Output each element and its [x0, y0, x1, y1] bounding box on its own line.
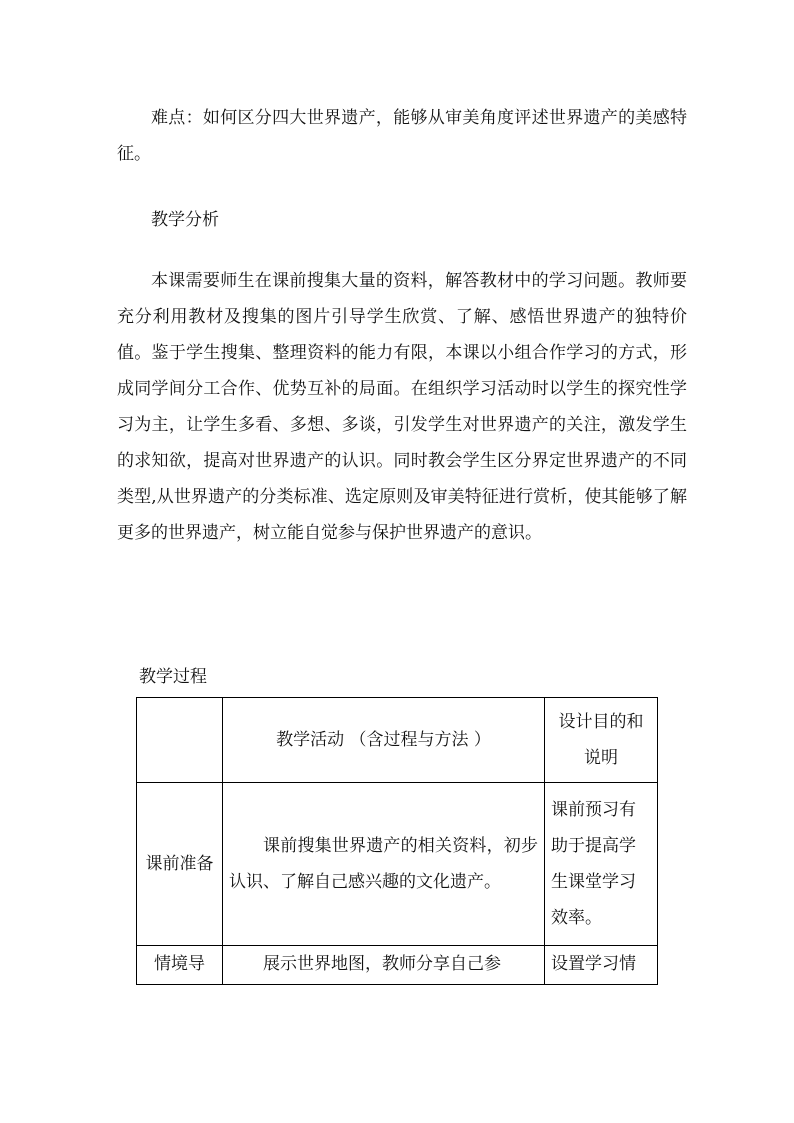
analysis-paragraph: 本课需要师生在课前搜集大量的资料，解答教材中的学习问题。教师要充分利用教材及搜集的图片引导学生欣赏、了解、感悟世界遗产的独特价值。鉴于学生搜集、整理资料的能力有限，本课以小组合作学习的方式，形成同学间分工合作、优势互补的局面。在组织学习活动时以学生的探究性学习为主，让学生多看、多想、多谈，引发学生对世界遗产的关注，激发学生的求知欲，提高对世界遗产的认识。同时教会学生区分界定世界遗产的不同类型,从世界遗产的分类标准、选定原则及审美特征进行赏析，使其能够了解更多的世界遗产，树立能自觉参与保护世界遗产的意识。: [117, 271, 687, 543]
table-row: [137, 783, 658, 946]
teaching-process-table: [136, 697, 658, 985]
table-header-row: [137, 698, 658, 783]
stage-cell: 情境导: [137, 946, 223, 985]
purpose-cell: 课前预习有助于提高学生课堂学习效率。: [545, 783, 658, 946]
process-section-title: 教学过程: [139, 667, 207, 687]
activity-cell: 课前搜集世界遗产的相关资料，初步认识、了解自己感兴趣的文化遗产。: [223, 783, 545, 946]
difficulty-paragraph: 难点：如何区分四大世界遗产，能够从审美角度评述世界遗产的美感特征。: [117, 108, 687, 164]
header-activity-cell: 教学活动 （含过程与方法 ）: [223, 698, 545, 783]
activity-cell: 展示世界地图，教师分享自己参: [223, 946, 545, 985]
stage-cell: 课前准备: [137, 783, 223, 946]
analysis-heading: 教学分析: [151, 210, 219, 230]
header-purpose-cell: 设计目的和说明: [545, 698, 658, 783]
table-row: [137, 946, 658, 985]
purpose-cell: 设置学习情: [545, 946, 658, 985]
header-stage-cell: [137, 698, 223, 783]
